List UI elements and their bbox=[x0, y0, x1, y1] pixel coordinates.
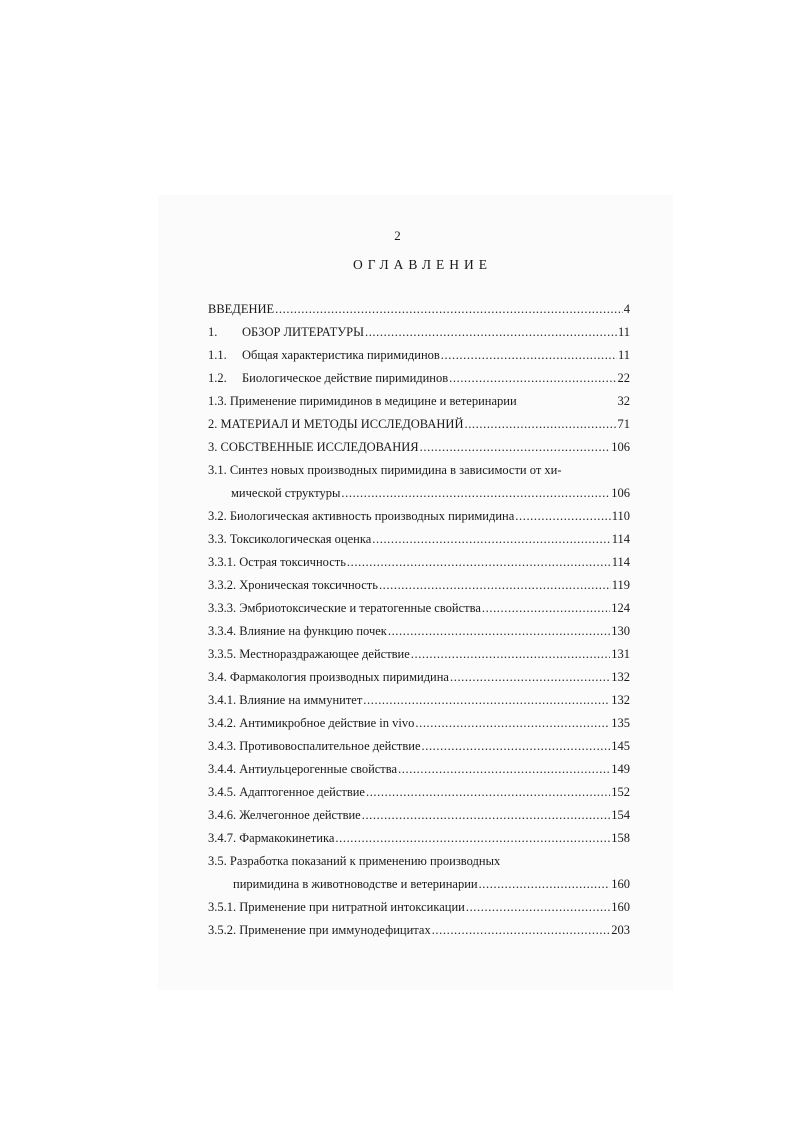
toc-entry-page: 131 bbox=[611, 647, 630, 661]
dot-leader bbox=[482, 597, 610, 620]
toc-entry-3-3[interactable] bbox=[208, 528, 630, 551]
toc-entry-page: 114 bbox=[611, 532, 630, 546]
dot-leader bbox=[441, 344, 617, 367]
toc-entry-page: 110 bbox=[611, 509, 630, 523]
dot-leader bbox=[432, 919, 611, 942]
toc-entry-title: 3.2. Биологическая активность производных пиримидина bbox=[208, 509, 515, 523]
toc-entry-3-5-1[interactable] bbox=[208, 896, 630, 919]
page-number: 2 bbox=[394, 228, 401, 243]
toc-entry-title: 3.3.2. Хроническая токсичность bbox=[208, 578, 378, 592]
toc-entry-page: 114 bbox=[611, 555, 630, 569]
dot-leader bbox=[275, 298, 623, 321]
toc-entry-2[interactable] bbox=[208, 413, 630, 436]
toc-entry-title: 3.5.1. Применение при нитратной интоксикации bbox=[208, 900, 465, 914]
toc-entry-title: 3.3.1. Острая токсичность bbox=[208, 555, 346, 569]
toc-entry-title: Биологическое действие пиримидинов bbox=[242, 371, 449, 385]
toc-entry-title: ВВЕДЕНИЕ bbox=[208, 302, 275, 316]
toc-entry-introduction[interactable] bbox=[208, 298, 630, 321]
dot-leader bbox=[466, 896, 610, 919]
dot-leader bbox=[379, 574, 611, 597]
toc-heading: ОГЛАВЛЕНИЕ bbox=[352, 257, 493, 272]
toc-entry-title: 3.4.4. Антиульцерогенные свойства bbox=[208, 762, 398, 776]
toc-entry-title: 3. СОБСТВЕННЫЕ ИССЛЕДОВАНИЯ bbox=[208, 440, 419, 454]
toc-entry-page: 106 bbox=[611, 440, 630, 454]
toc-entry-page: 22 bbox=[617, 371, 630, 385]
toc-entry-page: 149 bbox=[611, 762, 630, 776]
toc-entry-page: 119 bbox=[611, 578, 630, 592]
toc-entry-page: 132 bbox=[611, 670, 630, 684]
dot-leader bbox=[372, 528, 610, 551]
dot-leader bbox=[422, 735, 611, 758]
toc-entry-page: 11 bbox=[617, 348, 630, 362]
toc-entry-page: 106 bbox=[611, 486, 630, 500]
toc-entry-page: 4 bbox=[623, 302, 630, 316]
toc-entry-title: 2. МАТЕРИАЛ И МЕТОДЫ ИССЛЕДОВАНИЙ bbox=[208, 417, 464, 431]
toc-entry-number: 1. bbox=[208, 325, 218, 339]
dot-leader bbox=[388, 620, 610, 643]
toc-entry-title-continued: пиримидина в животноводстве и ветеринарии bbox=[233, 877, 478, 891]
toc-entry-title: 3.4. Фармакология производных пиримидина bbox=[208, 670, 449, 684]
dot-leader bbox=[362, 804, 611, 827]
dot-leader bbox=[420, 436, 611, 459]
toc-entry-3[interactable] bbox=[208, 436, 630, 459]
toc-entry-3-5-2[interactable] bbox=[208, 919, 630, 942]
toc-entry-title: 3.4.5. Адаптогенное действие bbox=[208, 785, 365, 799]
dot-leader bbox=[347, 551, 611, 574]
toc-entry-title: 3.4.1. Влияние на иммунитет bbox=[208, 693, 363, 707]
toc-entry-3-4-7[interactable] bbox=[208, 827, 630, 850]
toc-entry-3-4-4[interactable] bbox=[208, 758, 630, 781]
toc-entry-page: 160 bbox=[611, 877, 630, 891]
dot-leader bbox=[479, 873, 611, 896]
toc-entry-3-2[interactable] bbox=[208, 505, 630, 528]
dot-leader bbox=[515, 505, 610, 528]
toc-entry-3-4-5[interactable] bbox=[208, 781, 630, 804]
toc-entry-page: 154 bbox=[611, 808, 630, 822]
toc-entry-page: 145 bbox=[611, 739, 630, 753]
toc-entry-title: Общая характеристика пиримидинов bbox=[242, 348, 440, 362]
dot-leader bbox=[335, 827, 610, 850]
toc-entry-page: 135 bbox=[611, 716, 630, 730]
dot-leader bbox=[341, 482, 610, 505]
toc-entry-number: 1.1. bbox=[208, 348, 227, 362]
toc-entry-1-1[interactable] bbox=[208, 344, 630, 367]
toc-entry-page: 132 bbox=[611, 693, 630, 707]
toc-entry-title: 3.3.4. Влияние на функцию почек bbox=[208, 624, 387, 638]
dot-leader bbox=[363, 689, 610, 712]
toc-entry-3-1[interactable] bbox=[208, 459, 630, 505]
toc-entry-title: 3.4.6. Желчегонное действие bbox=[208, 808, 361, 822]
toc-entry-page: 158 bbox=[611, 831, 630, 845]
toc-entry-3-5[interactable] bbox=[208, 850, 630, 896]
toc-entry-page: 32 bbox=[617, 394, 630, 408]
toc-entry-number: 1.2. bbox=[208, 371, 227, 385]
toc-entry-3-4-3[interactable] bbox=[208, 735, 630, 758]
toc-entry-1-2[interactable] bbox=[208, 367, 630, 390]
dot-leader bbox=[365, 321, 617, 344]
toc-entry-title: 1.3. Применение пиримидинов в медицине и ветеринарии bbox=[208, 394, 517, 408]
toc-entry-3-4-6[interactable] bbox=[208, 804, 630, 827]
toc-entry-1[interactable] bbox=[208, 321, 630, 344]
toc-entry-3-4[interactable] bbox=[208, 666, 630, 689]
toc-entry-title: 3.4.7. Фармакокинетика bbox=[208, 831, 335, 845]
toc-entry-title: 3.1. Синтез новых производных пиримидина в зависимости от хи- bbox=[208, 463, 562, 477]
dot-leader bbox=[464, 413, 616, 436]
dot-leader bbox=[411, 643, 610, 666]
toc-entry-title: 3.3.5. Местнораздражающее действие bbox=[208, 647, 410, 661]
dot-leader bbox=[398, 758, 610, 781]
dot-leader bbox=[449, 367, 616, 390]
dot-leader bbox=[450, 666, 610, 689]
toc-entry-title: 3.4.3. Противовоспалительное действие bbox=[208, 739, 421, 753]
dot-leader bbox=[415, 712, 610, 735]
toc-entry-3-3-2[interactable] bbox=[208, 574, 630, 597]
toc-entry-page: 160 bbox=[611, 900, 630, 914]
toc-entry-page: 130 bbox=[611, 624, 630, 638]
toc-entry-3-3-1[interactable] bbox=[208, 551, 630, 574]
toc-entry-page: 203 bbox=[611, 923, 630, 937]
toc-entry-3-3-5[interactable] bbox=[208, 643, 630, 666]
toc-entry-3-4-2[interactable] bbox=[208, 712, 630, 735]
toc-entry-title: 3.3.3. Эмбриотоксические и тератогенные свойства bbox=[208, 601, 481, 615]
toc-entry-title: 3.3. Токсикологическая оценка bbox=[208, 532, 372, 546]
toc-entry-3-3-3[interactable] bbox=[208, 597, 630, 620]
table-of-contents bbox=[208, 298, 630, 942]
toc-entry-title: 3.5. Разработка показаний к применению производных bbox=[208, 854, 501, 868]
toc-entry-title-continued: мической структуры bbox=[231, 486, 341, 500]
toc-entry-title: 3.4.2. Антимикробное действие in vivo bbox=[208, 716, 415, 730]
toc-entry-page: 11 bbox=[617, 325, 630, 339]
toc-entry-page: 71 bbox=[617, 417, 630, 431]
toc-entry-page: 152 bbox=[611, 785, 630, 799]
toc-entry-title: ОБЗОР ЛИТЕРАТУРЫ bbox=[242, 325, 364, 339]
toc-entry-page: 124 bbox=[611, 601, 630, 615]
toc-entry-1-3[interactable] bbox=[208, 390, 630, 413]
toc-entry-3-4-1[interactable] bbox=[208, 689, 630, 712]
toc-entry-3-3-4[interactable] bbox=[208, 620, 630, 643]
dot-leader bbox=[366, 781, 610, 804]
toc-entry-title: 3.5.2. Применение при иммунодефицитах bbox=[208, 923, 431, 937]
